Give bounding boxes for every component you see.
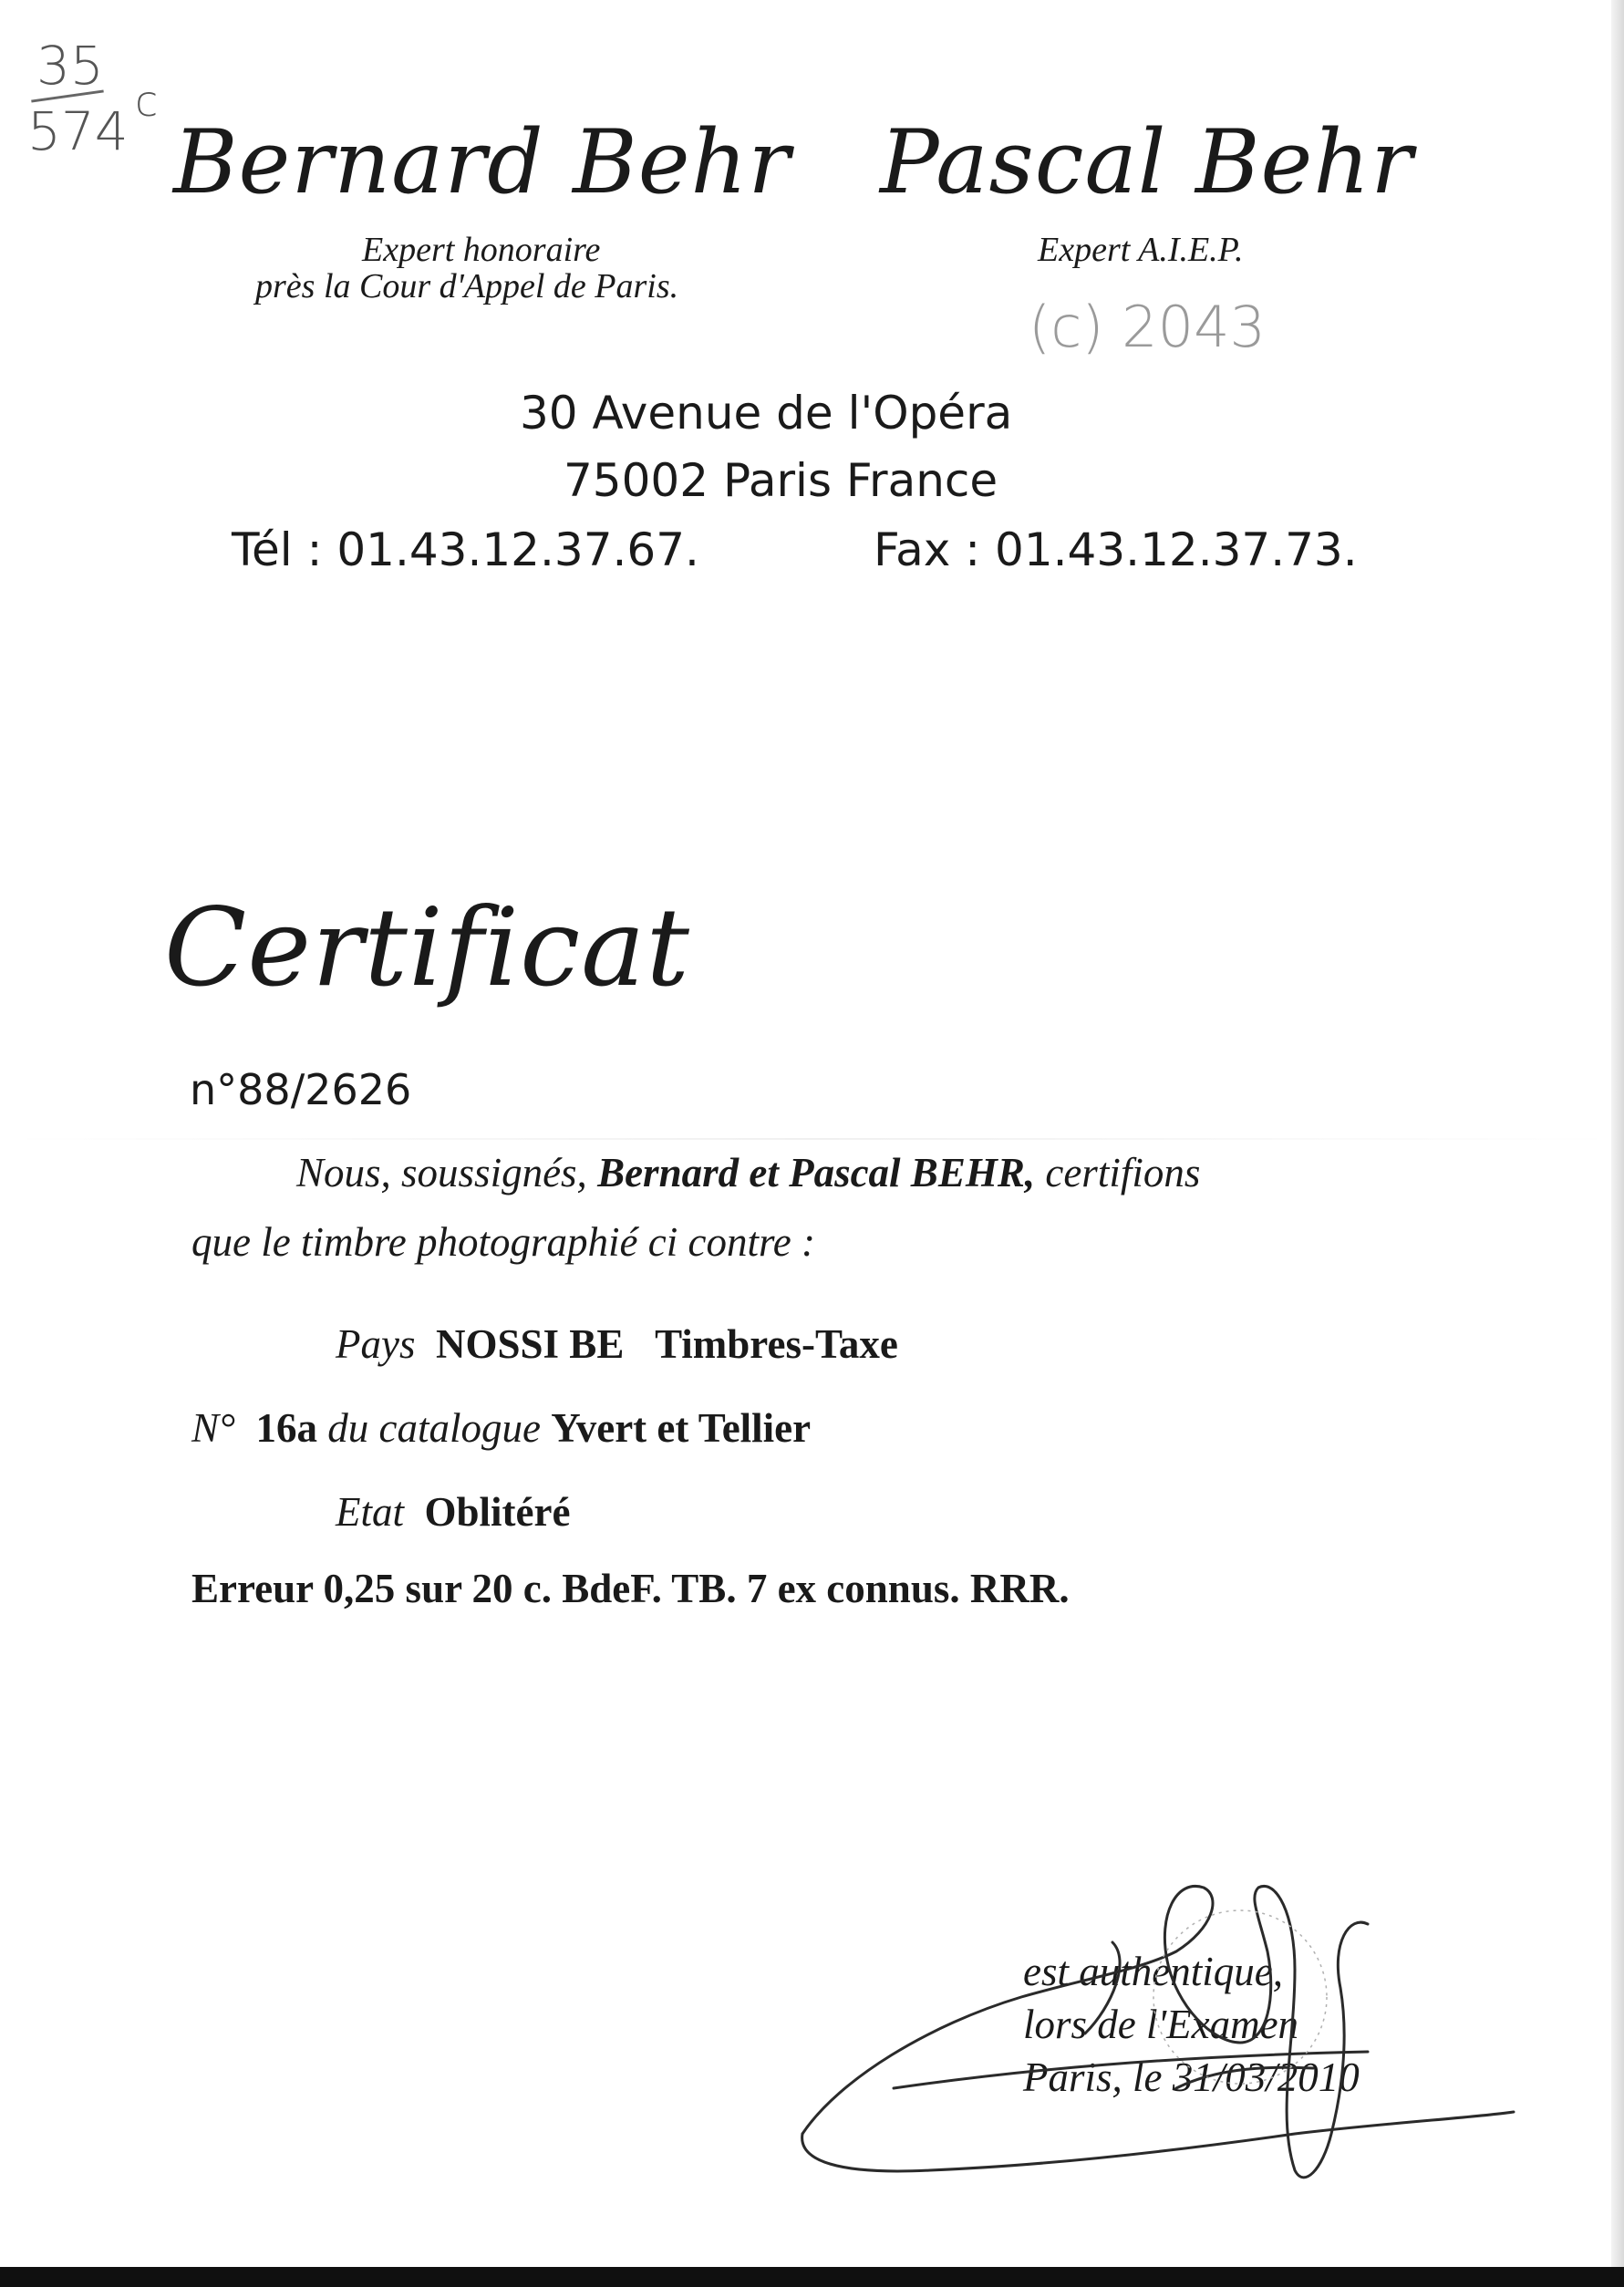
closing-line3	[1023, 2054, 1360, 2101]
closing-line1	[1023, 1948, 1283, 1995]
catalogue-value: Yvert et Tellier	[551, 1405, 812, 1451]
pencil-note-lot: (c) 2043	[1029, 294, 1266, 360]
closing-line2	[1023, 2001, 1298, 2048]
expert2-name: Pascal Behr	[880, 111, 1414, 213]
pays-type: Timbres-Taxe	[655, 1321, 898, 1367]
description-line	[191, 1565, 1070, 1612]
pays-value: NOSSI BE	[435, 1321, 625, 1367]
pays-label: Pays	[336, 1321, 416, 1367]
address-line1: 30 Avenue de l'Opéra	[520, 387, 1013, 440]
number-value: 16a	[255, 1405, 318, 1451]
closing-line2-text: lors de l'Examen	[1023, 2002, 1299, 2047]
address-line2: 75002 Paris France	[564, 454, 998, 507]
certificate-heading: Certificat	[164, 885, 690, 1010]
scan-edge-bottom	[0, 2267, 1624, 2287]
intro-line1	[296, 1149, 1200, 1196]
expert1-title-line2: près la Cour d'Appel de Paris.	[255, 267, 679, 305]
pencil-note-denominator: 574	[27, 100, 129, 162]
expert2-title-line1: Expert A.I.E.P.	[1038, 231, 1244, 269]
paper-fold-line	[0, 1138, 1624, 1140]
scan-edge-right	[1611, 0, 1624, 2287]
pencil-note-numerator: 35	[36, 35, 104, 97]
closing-line1-text: est authentique,	[1023, 1949, 1283, 1994]
description-text: Erreur 0,25 sur 20 c. BdeF. TB. 7 ex connus. RRR.	[191, 1566, 1070, 1611]
intro-part1: Nous, soussignés,	[296, 1150, 587, 1195]
pencil-note-suffix: c	[135, 77, 159, 126]
closing-line3-text: Paris, le 31/03/2010	[1023, 2054, 1360, 2100]
number-label: N°	[191, 1405, 236, 1451]
expert1-title-line1: Expert honoraire	[362, 231, 601, 269]
intro-line2	[191, 1218, 815, 1266]
intro-names: Bernard et Pascal BEHR,	[597, 1150, 1036, 1195]
catalogue-label: du catalogue	[327, 1405, 541, 1451]
expert1-name: Bernard Behr	[173, 111, 791, 213]
pays-line	[336, 1320, 898, 1368]
catalogue-line	[191, 1404, 811, 1452]
intro-part2: certifions	[1045, 1150, 1201, 1195]
telephone-number: Tél : 01.43.12.37.67.	[232, 523, 699, 576]
certificate-number: n°88/2626	[190, 1065, 412, 1114]
fax-number: Fax : 01.43.12.37.73.	[874, 523, 1358, 576]
etat-label: Etat	[336, 1489, 404, 1535]
intro-line2-text: que le timbre photographié ci contre :	[191, 1219, 816, 1265]
etat-line	[336, 1488, 570, 1536]
etat-value: Oblitéré	[424, 1489, 571, 1535]
